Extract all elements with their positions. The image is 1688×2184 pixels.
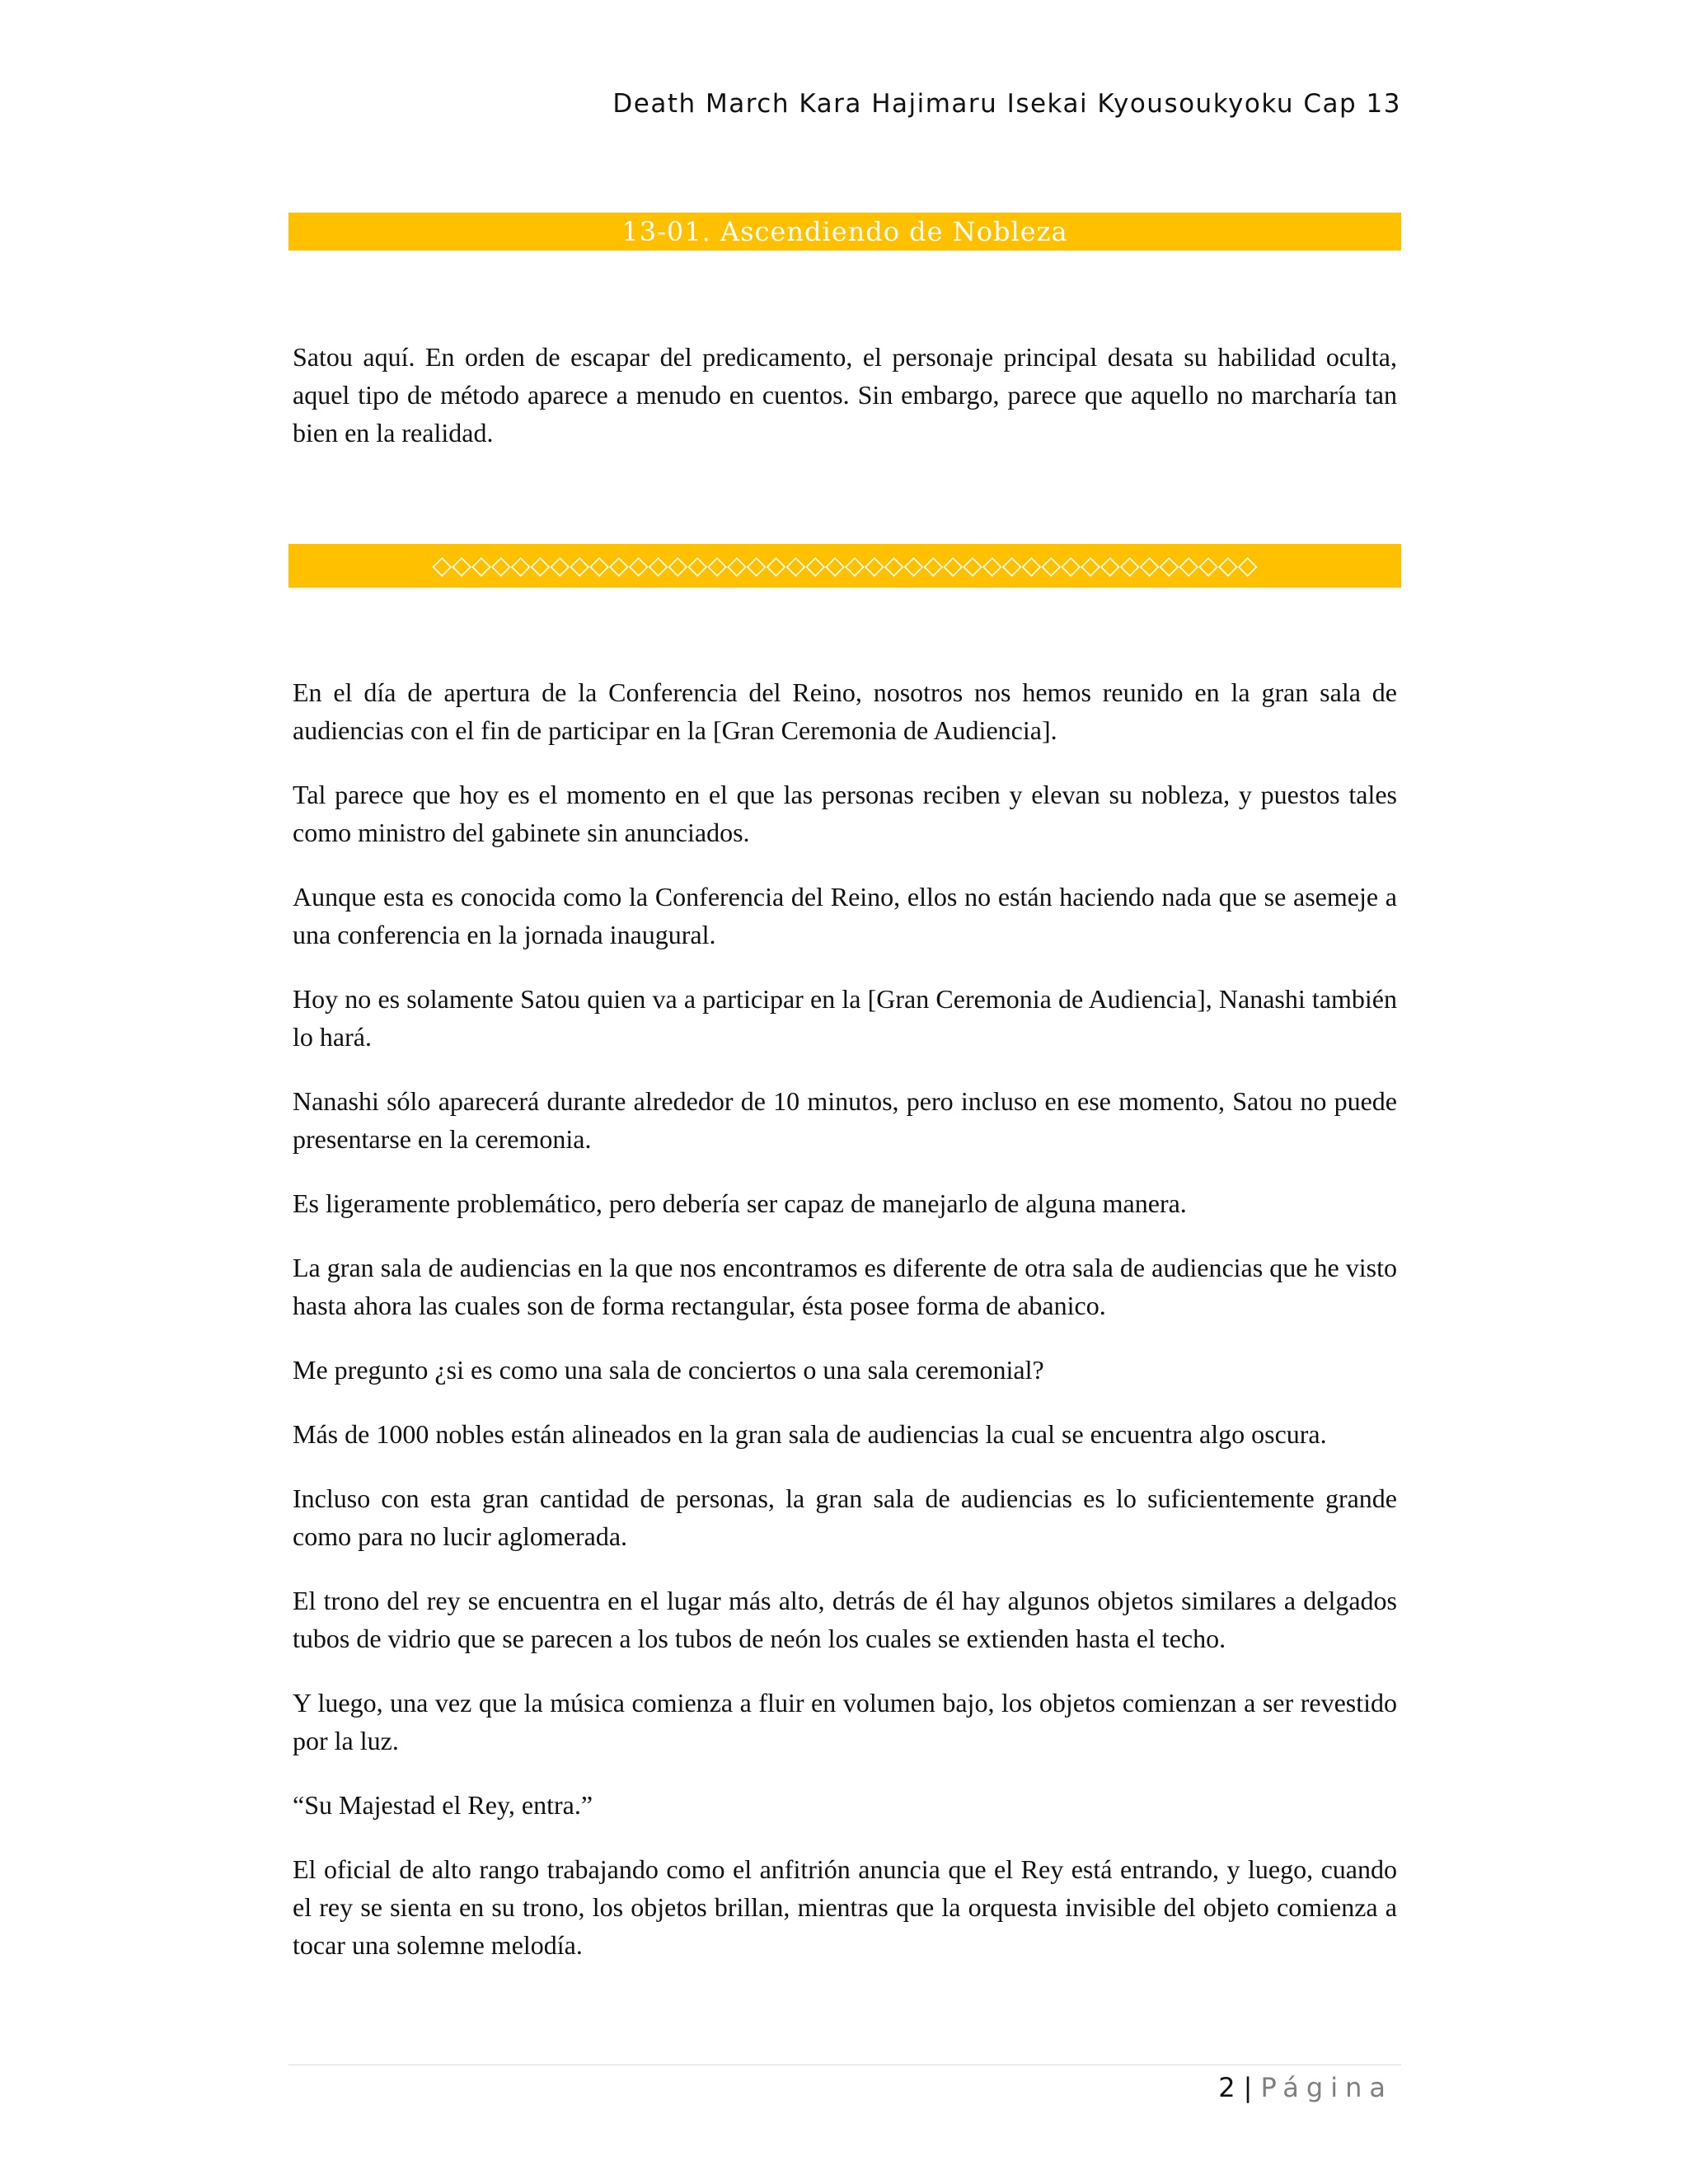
body-paragraph: Hoy no es solamente Satou quien va a participar en la [Gran Ceremonia de Audiencia], Nanashi también lo hará.	[293, 984, 1397, 1052]
document-header-title: Death March Kara Hajimaru Isekai Kyousoukyoku Cap 13	[612, 89, 1401, 119]
body-paragraph: La gran sala de audiencias en la que nos encontramos es diferente de otra sala de audiencias que he visto hasta ahora las cuales son de forma rectangular, ésta posee forma de abanico.	[293, 1253, 1397, 1320]
body-paragraph: El trono del rey se encuentra en el lugar más alto, detrás de él hay algunos objetos similares a delgados tubos de vidrio que se parecen a los tubos de neón los cuales se extienden hasta el techo.	[293, 1586, 1397, 1653]
chapter-body	[293, 673, 1397, 1990]
body-paragraph: Aunque esta es conocida como la Conferencia del Reino, ellos no están haciendo nada que se asemeje a una conferencia en la jornada inaugural.	[293, 882, 1397, 949]
footer-separator: |	[1243, 2072, 1253, 2103]
page-label: Página	[1260, 2072, 1393, 2103]
intro-paragraph: Satou aquí. En orden de escapar del predicamento, el personaje principal desata su habilidad oculta, aquel tipo de método aparece a menudo en cuentos. Sin embargo, parece que aquello no marcharía tan bien en la realidad.	[293, 342, 1397, 448]
body-paragraph: Incluso con esta gran cantidad de personas, la gran sala de audiencias es lo suficientemente grande como para no lucir aglomerada.	[293, 1483, 1397, 1551]
scene-separator-band	[288, 544, 1401, 588]
intro-section	[293, 338, 1397, 478]
body-paragraph: Más de 1000 nobles están alineados en la gran sala de audiencias la cual se encuentra algo oscura.	[293, 1419, 1327, 1449]
body-paragraph: Tal parece que hoy es el momento en el que las personas reciben y elevan su nobleza, y puestos tales como ministro del gabinete sin anunciados.	[293, 780, 1397, 847]
body-paragraph: Y luego, una vez que la música comienza a fluir en volumen bajo, los objetos comienzan a ser revestido por la luz.	[293, 1688, 1397, 1755]
body-paragraph: “Su Majestad el Rey, entra.”	[293, 1790, 593, 1820]
footer-divider	[288, 2064, 1401, 2065]
chapter-title: 13-01. Ascendiendo de Nobleza	[621, 216, 1068, 247]
body-paragraph: Es ligeramente problemático, pero debería ser capaz de manejarlo de alguna manera.	[293, 1188, 1187, 1218]
page-footer	[288, 2072, 1393, 2103]
diamond-separator-icons: ◇◇◇◇◇◇◇◇◇◇◇◇◇◇◇◇◇◇◇◇◇◇◇◇◇◇◇◇◇◇◇◇◇◇◇◇◇◇◇◇◇◇	[432, 551, 1258, 580]
body-paragraph: El oficial de alto rango trabajando como el anfitrión anuncia que el Rey está entrando, y luego, cuando el rey se sienta en su trono, los objetos brillan, mientras que la orquesta invisible del objeto comienza a tocar una solemne melodía.	[293, 1854, 1397, 1960]
page-number: 2	[1218, 2072, 1236, 2103]
chapter-title-band	[288, 213, 1401, 251]
body-paragraph: Nanashi sólo aparecerá durante alrededor de 10 minutos, pero incluso en ese momento, Satou no puede presentarse en la ceremonia.	[293, 1086, 1397, 1154]
body-paragraph: Me pregunto ¿si es como una sala de conciertos o una sala ceremonial?	[293, 1355, 1044, 1385]
body-paragraph: En el día de apertura de la Conferencia del Reino, nosotros nos hemos reunido en la gran sala de audiencias con el fin de participar en la [Gran Ceremonia de Audiencia].	[293, 677, 1397, 745]
